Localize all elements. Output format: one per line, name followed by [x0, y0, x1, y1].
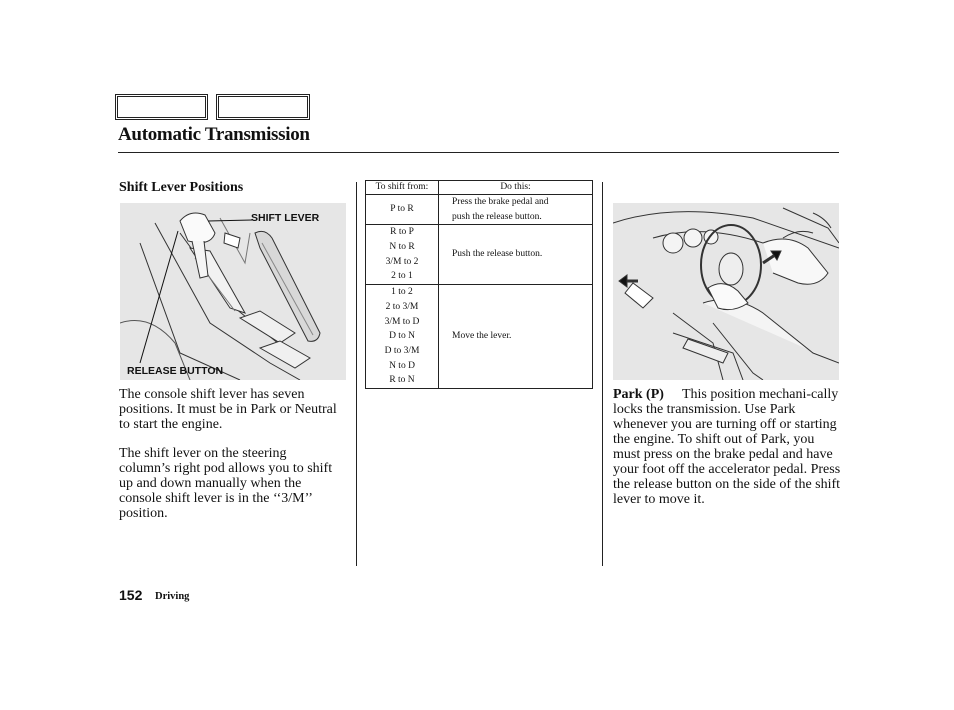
table-header-action: Do this: [439, 181, 593, 195]
action-line: push the release button. [452, 211, 542, 222]
park-description: This position mechani-cally locks the transmission. Use Park whenever you are turning off or starting the engine. To shift out of Park, you must press on the brake pedal and have your foot off the accelerator pedal. Press the release button on the side of the shift lever to move it. [613, 387, 841, 507]
column-divider-right [602, 182, 603, 566]
shift-lever-callout: SHIFT LEVER [251, 212, 320, 224]
page-title: Automatic Transmission [118, 124, 310, 145]
table-cell-from [366, 285, 439, 389]
action-line: Press the brake pedal and [452, 197, 549, 207]
section-heading: Shift Lever Positions [119, 180, 244, 195]
table-header-row [366, 181, 593, 195]
nav-tab-1[interactable] [115, 94, 208, 120]
from-position: 3/M to 2 [385, 256, 419, 267]
column-divider-left [356, 182, 357, 566]
park-label: Park (P) [613, 387, 664, 402]
action-line: Move the lever. [452, 331, 512, 342]
from-position: D to 3/M [384, 345, 420, 356]
table-header-from: To shift from: [366, 181, 439, 195]
table-cell-from [366, 225, 439, 285]
footer-section-name: Driving [155, 591, 190, 602]
from-position: 1 to 2 [391, 287, 413, 298]
table-row [366, 285, 593, 389]
from-position: R to N [389, 375, 415, 386]
park-paragraph [613, 387, 845, 507]
shift-lever-illustration [120, 203, 346, 380]
shift-lever-drawing [120, 203, 346, 380]
from-position: 2 to 3/M [385, 301, 419, 312]
shift-instructions-table [365, 180, 593, 389]
from-position: 3/M to D [384, 316, 420, 327]
table-cell-action [439, 285, 593, 389]
page-number: 152 [119, 587, 143, 603]
title-divider [118, 152, 839, 153]
from-position: N to D [389, 360, 415, 371]
from-position: N to R [389, 242, 415, 253]
action-line: Push the release button. [452, 249, 543, 260]
intro-paragraph: The console shift lever has seven positions. It must be in Park or Neutral to start the engine. [119, 387, 337, 432]
table-row [366, 195, 593, 225]
table-row [366, 225, 593, 285]
table-cell-from [366, 195, 439, 225]
driver-interior-drawing [613, 203, 839, 380]
driver-interior-illustration [613, 203, 839, 380]
from-position: D to N [389, 331, 415, 342]
from-position: 2 to 1 [391, 271, 413, 282]
release-button-callout: RELEASE BUTTON [127, 365, 224, 377]
steering-pod-paragraph: The shift lever on the steering column’s right pod allows you to shift up and down manually when the console shift lever is in the ‘‘3/M’’ position. [119, 446, 333, 521]
from-position: P to R [390, 204, 414, 215]
from-position: R to P [390, 227, 414, 238]
table-cell-action [439, 225, 593, 285]
nav-tab-2[interactable] [216, 94, 310, 120]
table-cell-action [439, 195, 593, 225]
